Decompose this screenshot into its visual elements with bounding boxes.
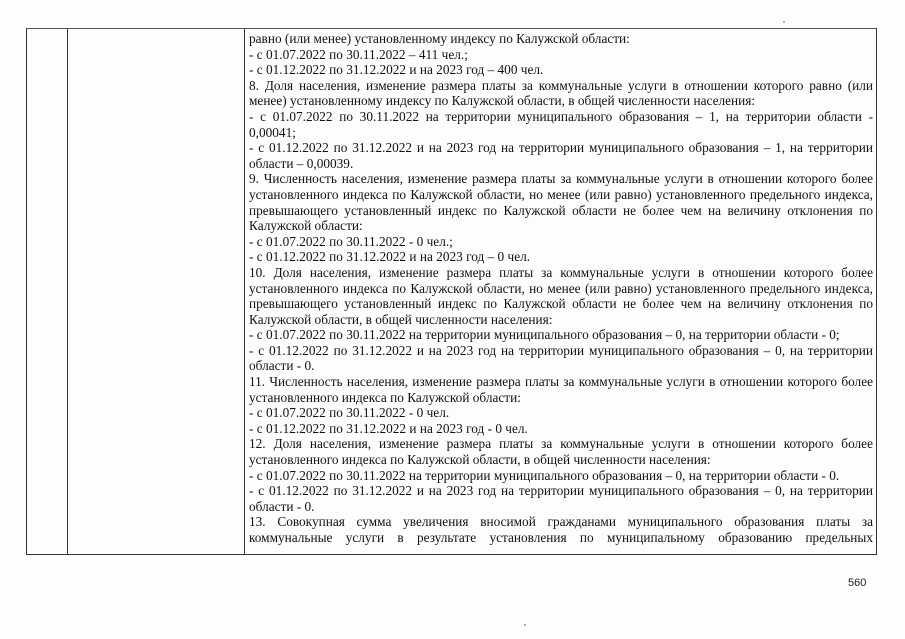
text-paragraph: - с 01.07.2022 по 30.11.2022 на территории муниципального образования – 0, на территории области - 0. [249,467,840,483]
table-column-divider [67,29,68,554]
scan-speck [783,21,785,23]
text-paragraph: 9. Численность населения, изменение размера платы за коммунальные услуги в отношении которого более установленного индекса по Калужской области, но менее (или равно) установленного предельного индекса, превышающего установленный индекс по Калужской области не более чем на величину отклонения по Калужской области: [249,171,873,234]
scan-speck [524,624,526,626]
text-line: - с 01.07.2022 по 30.11.2022 - 0 чел. [249,405,450,421]
text-line: - с 01.12.2022 по 31.12.2022 и на 2023 год – 0 чел. [249,249,531,265]
text-line: равно (или менее) установленному индексу по Калужской области: [249,31,630,46]
text-paragraph: - с 01.12.2022 по 31.12.2022 и на 2023 год на территории муниципального образования – 0, на территории области - 0. [249,483,873,514]
text-paragraph: 13. Совокупная сумма увеличения вносимой гражданами муниципального образования платы за коммунальные услуги в результате установления по муниципальному образованию предельных [249,514,873,545]
text-line: - с 01.12.2022 по 31.12.2022 и на 2023 год – 400 чел. [249,62,544,78]
text-paragraph: 8. Доля населения, изменение размера платы за коммунальные услуги в отношении которого равно (или менее) установленному индексу по Калужской области, в общей численности населения: [249,77,873,109]
document-table [26,28,877,555]
text-paragraph: 11. Численность населения, изменение размера платы за коммунальные услуги в отношении которого более установленного индекса по Калужской области: [249,374,873,405]
text-paragraph: - с 01.12.2022 по 31.12.2022 и на 2023 год на территории муниципального образования – 0, на территории области - 0. [249,342,873,374]
text-paragraph: - с 01.07.2022 по 30.11.2022 на территории муниципального образования – 1, на территории области - 0,00041; [249,108,873,140]
text-line: - с 01.12.2022 по 31.12.2022 и на 2023 год - 0 чел. [249,420,528,436]
table-cell-content [249,31,873,546]
text-line: - с 01.07.2022 по 30.11.2022 - 0 чел.; [249,233,453,249]
text-paragraph: 12. Доля населения, изменение размера платы за коммунальные услуги в отношении которого более установленного индекса по Калужской области, в общей численности населения: [249,436,873,468]
page-number: 560 [848,577,867,589]
text-paragraph: - с 01.07.2022 по 30.11.2022 на территории муниципального образования – 0, на территории области - 0; [249,327,840,343]
text-paragraph: 10. Доля населения, изменение размера платы за коммунальные услуги в отношении которого более установленного индекса по Калужской области, но менее (или равно) установленного предельного индекса, превышающего установленный индекс по Калужской области не более чем на величину отклонения по Калужской области, в общей численности населения: [249,264,873,327]
text-line: - с 01.07.2022 по 30.11.2022 – 411 чел.; [249,46,468,62]
text-paragraph: - с 01.12.2022 по 31.12.2022 и на 2023 год на территории муниципального образования – 1, на территории области – 0,00039. [249,140,873,171]
table-column-divider [244,29,245,554]
